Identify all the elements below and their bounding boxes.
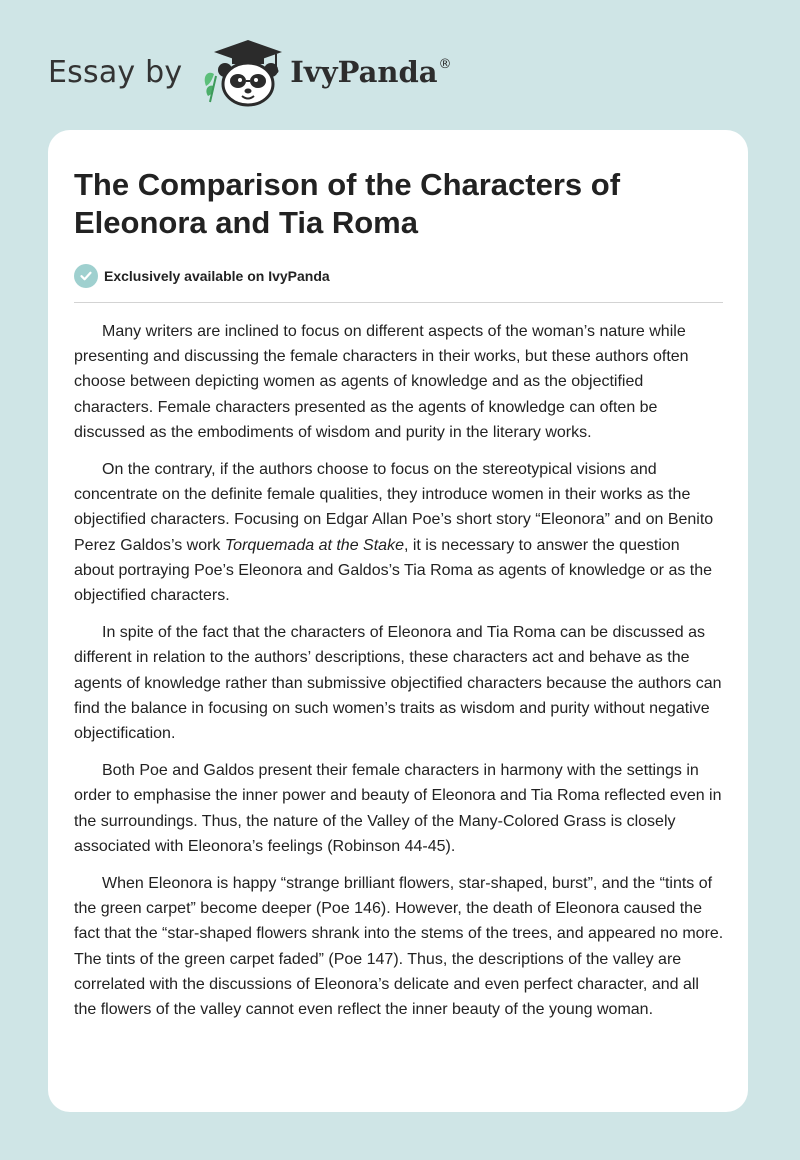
essay-card xyxy=(48,130,748,1112)
paragraph: Both Poe and Galdos present their female characters in harmony with the settings in order to emphasise the inner power and beauty of Eleonora and Tia Roma reflected even in the surroundings. Thus, the nature of the Valley of the Many-Colored Grass is closely associated with Eleonora’s feelings (Robinson 44-45). xyxy=(74,762,722,855)
divider xyxy=(74,302,723,303)
paragraph: Many writers are inclined to focus on different aspects of the woman’s nature while presenting and discussing the female characters in their works, but these authors often choose between depicting women as agents of knowledge and as the objectified characters. Female characters presented as the agents of knowledge can often be discussed as the embodiments of wisdom and purity in the literary works. xyxy=(74,323,689,441)
paragraph: In spite of the fact that the characters of Eleonora and Tia Roma can be discussed as different in relation to the authors’ descriptions, these characters act and behave as the agents of knowledge rather than submissive objectified characters because the authors can find the balance in focusing on such women’s traits as wisdom and purity without negative objectification. xyxy=(74,624,722,743)
brand-name: IvyPanda® xyxy=(290,55,452,89)
essay-body xyxy=(74,319,724,1034)
work-title: Torquemada at the Stake xyxy=(224,536,404,554)
panda-graduate-icon xyxy=(196,36,288,108)
paragraph: When Eleonora is happy “strange brilliant flowers, star-shaped, burst”, and the “tints of the green carpet” become deeper (Poe 146). However, the death of Eleonora caused the fact that the “star-shaped flowers shrank into the stems of the trees, and appeared no more. The tints of the green carpet faded” (Poe 147). Thus, the descriptions of the valley are correlated with the discussions of Eleonora’s delicate and even perfect character, and all the flowers of the valley cannot even reflect the inner beauty of the young woman. xyxy=(74,875,724,1019)
essay-by-label: Essay by xyxy=(48,54,183,90)
exclusive-badge-label: Exclusively available on IvyPanda xyxy=(104,268,330,284)
site-header xyxy=(48,36,452,108)
registered-mark: ® xyxy=(438,57,452,72)
paragraph: On the contrary, if the authors choose to focus on the stereotypical visions and concentrate on the definite female qualities, they introduce women in their works as the objectified characters. Focusing on Edgar Allan Poe’s short story “Eleonora” and on Benito Perez Galdos’s work Torquemada at the Stake, it is necessary to answer the question about portraying Poe’s Eleonora and Galdos’s Tia Roma as agents of knowledge or as the objectified characters. xyxy=(74,461,714,605)
check-circle-icon xyxy=(74,264,98,288)
exclusive-badge xyxy=(74,264,330,288)
page-title: The Comparison of the Characters of Eleonora and Tia Roma xyxy=(74,167,621,240)
